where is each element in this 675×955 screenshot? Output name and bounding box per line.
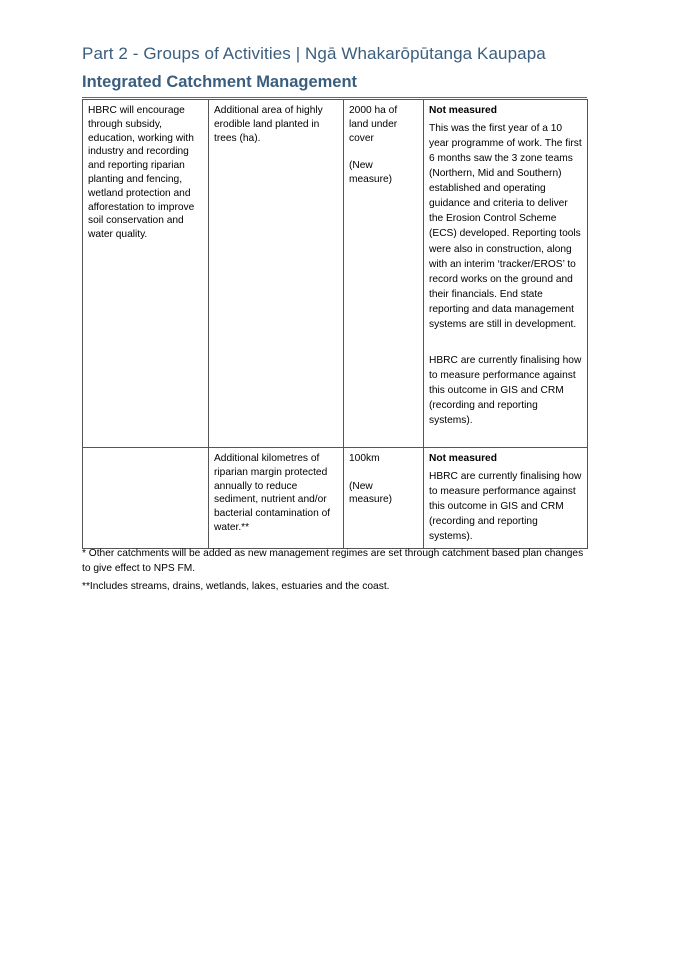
page-breadcrumb: Part 2 - Groups of Activities | Ngā Whakarōpūtanga Kaupapa: [82, 44, 546, 63]
measure-text: Additional area of highly erodible land planted in trees (ha).: [214, 105, 323, 144]
result-cell: [424, 100, 588, 448]
target-cell: [344, 100, 424, 448]
title-divider: [82, 97, 587, 98]
target-note: (New measure): [349, 480, 393, 506]
level-of-service-cell: [83, 100, 209, 448]
level-of-service-text: HBRC will encourage through subsidy, education, working with industry and recording and reporting riparian planting and fencing, wetland protection and afforestation to improve soil conservation and water quality.: [88, 105, 195, 241]
section-title: Integrated Catchment Management: [82, 73, 358, 91]
measure-text: Additional kilometres of riparian margin protected annually to reduce sediment, nutrient and/or bacterial contamination of water.**: [214, 453, 331, 533]
performance-table: [82, 99, 588, 549]
table-row: [83, 448, 588, 549]
table-row: [83, 100, 588, 448]
target-value: 100km: [349, 453, 380, 464]
measure-cell: [209, 100, 344, 448]
footnote-catchments: * Other catchments will be added as new management regimes are set through catchment based plan changes to give effect to NPS FM.: [82, 548, 584, 574]
result-cell: [424, 448, 588, 549]
result-comment: HBRC are currently finalising how to measure performance against this outcome in GIS and CRM (recording and reporting systems).: [429, 470, 582, 543]
status-label: Not measured: [429, 453, 497, 464]
target-value: 2000 ha of land under cover: [349, 105, 398, 144]
level-of-service-cell: [83, 448, 209, 549]
result-comment: HBRC are currently finalising how to measure performance against this outcome in GIS and CRM (recording and reporting systems).: [429, 355, 582, 427]
status-label: Not measured: [429, 105, 497, 116]
measure-cell: [209, 448, 344, 549]
target-note: (New measure): [349, 160, 393, 185]
footnote-waterways: **Includes streams, drains, wetlands, lakes, estuaries and the coast.: [82, 581, 390, 592]
target-cell: [344, 448, 424, 549]
result-comment: This was the first year of a 10 year programme of work. The first 6 months saw the 3 zone teams (Northern, Mid and Southern) established and operating guidance and criteria to deliver the Erosion Control Scheme (ECS) developed. Reporting tools were also in construction, along with an interim ‘tracker/EROS’ to record works on the ground and their financials. End state reporting and data management systems are still in development.: [429, 122, 582, 331]
